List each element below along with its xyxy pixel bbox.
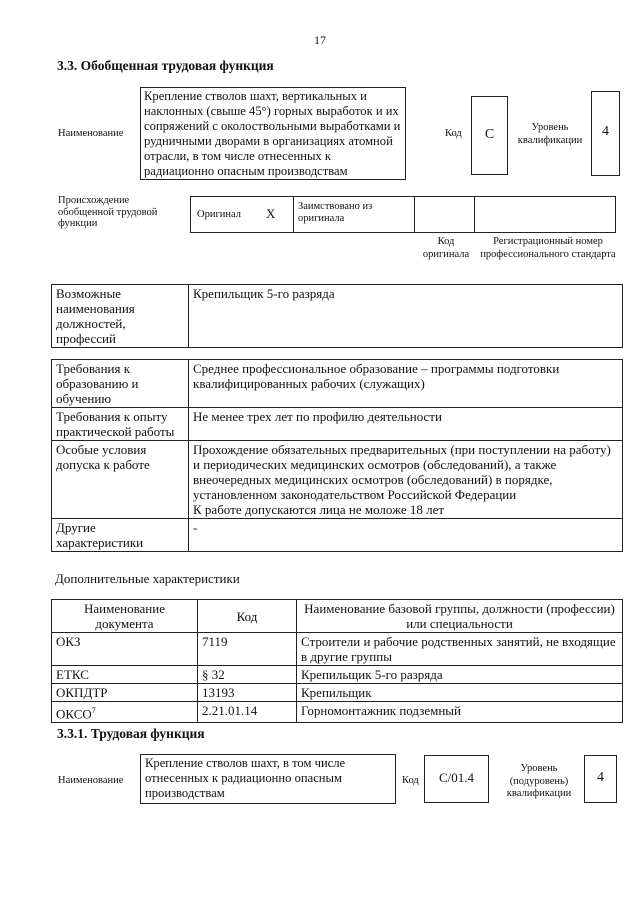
origin-reg-caption: Регистрационный номер профессионального стандарта: [480, 236, 616, 260]
tf-name-label: Наименование: [58, 775, 124, 786]
origin-original-mark: X: [266, 206, 276, 221]
gtf-code-value: C: [471, 96, 508, 175]
positions-table: [51, 284, 623, 348]
code-cell: 2.21.01.14: [198, 702, 297, 723]
origin-divider-3: [474, 196, 475, 233]
gtf-code-label: Код: [445, 128, 462, 139]
additional-table: [51, 599, 623, 723]
tf-code-value: C/01.4: [424, 755, 489, 803]
gtf-name-label: Наименование: [58, 128, 124, 139]
name-cell: Крепильщик 5-го разряда: [297, 666, 623, 684]
name-cell: Крепильщик: [297, 684, 623, 702]
doc-cell: ОКПДТР: [52, 684, 198, 702]
requirement-row: [52, 360, 623, 408]
code-cell: 7119: [198, 633, 297, 666]
origin-divider-1: [293, 196, 294, 233]
table-row: [52, 684, 623, 702]
origin-borrowed-label: Заимствовано из оригинала: [298, 201, 373, 224]
section-title: 3.3. Обобщенная трудовая функция: [57, 58, 274, 73]
requirement-label: Другие характеристики: [52, 519, 189, 552]
gtf-level-label: Уровень квалификации: [517, 122, 583, 146]
name-cell: Строители и рабочие родственных занятий, не входящие в другие группы: [297, 633, 623, 666]
requirement-row: [52, 441, 623, 519]
origin-divider-2: [414, 196, 415, 233]
origin-original-label: Оригинал: [197, 209, 241, 220]
gtf-name-value: Крепление стволов шахт, вертикальных и наклонных (свыше 45°) горных выработок и их сопряжений с околоствольными выработками и рудничными дворами в организациях атомной отрасли, в том числе отнесенных к радиационно опасным производствам: [140, 87, 406, 180]
additional-title: Дополнительные характеристики: [55, 571, 240, 586]
requirements-table: [51, 359, 623, 552]
table-row: [52, 633, 623, 666]
requirement-value: Среднее профессиональное образование – программы подготовки квалифицированных рабочих (служащих): [189, 360, 623, 408]
tf-code-label: Код: [402, 775, 419, 786]
header-document: Наименование документа: [52, 600, 198, 633]
doc-cell: ЕТКС: [52, 666, 198, 684]
requirement-label: Особые условия допуска к работе: [52, 441, 189, 519]
requirement-label: Требования к опыту практической работы: [52, 408, 189, 441]
doc-cell: ОКЗ: [52, 633, 198, 666]
page-number: 17: [314, 33, 326, 47]
requirement-value: Не менее трех лет по профилю деятельности: [189, 408, 623, 441]
requirement-row: [52, 408, 623, 441]
footnote-mark: 7: [91, 706, 96, 715]
requirement-value-main: Прохождение обязательных предварительных (при поступлении на работу) и периодических медицинских осмотров (обследований), а также внеочередных медицинских осмотров (обследований) в порядке, установленном законодательством Российской Федерации: [193, 442, 611, 502]
header-code: Код: [198, 600, 297, 633]
origin-label: Происхождение обобщенной трудовой функции: [58, 195, 158, 229]
requirement-value: -: [189, 519, 623, 552]
subsection-title: 3.3.1. Трудовая функция: [57, 726, 205, 741]
doc-name: ОКСО: [56, 706, 92, 722]
tf-level-label: Уровень (подуровень) квалификации: [506, 763, 572, 799]
code-cell: 13193: [198, 684, 297, 702]
additional-header-row: [52, 600, 623, 633]
doc-cell: [52, 702, 198, 723]
positions-value: Крепильщик 5-го разряда: [189, 285, 623, 348]
requirement-row: [52, 519, 623, 552]
gtf-level-value: 4: [591, 91, 620, 176]
header-name: Наименование базовой группы, должности (профессии) или специальности: [297, 600, 623, 633]
requirement-label: Требования к образованию и обучению: [52, 360, 189, 408]
table-row: [52, 666, 623, 684]
tf-level-value: 4: [584, 755, 617, 803]
code-cell: § 32: [198, 666, 297, 684]
requirement-value-age: К работе допускаются лица не моложе 18 лет: [193, 502, 445, 517]
table-row: [52, 702, 623, 723]
tf-name-value: Крепление стволов шахт, в том числе отнесенных к радиационно опасным производствам: [140, 754, 396, 804]
positions-label: Возможные наименования должностей, профессий: [52, 285, 189, 348]
name-cell: Горномонтажник подземный: [297, 702, 623, 723]
origin-code-caption: Код оригинала: [422, 236, 470, 260]
requirement-value: [189, 441, 623, 519]
